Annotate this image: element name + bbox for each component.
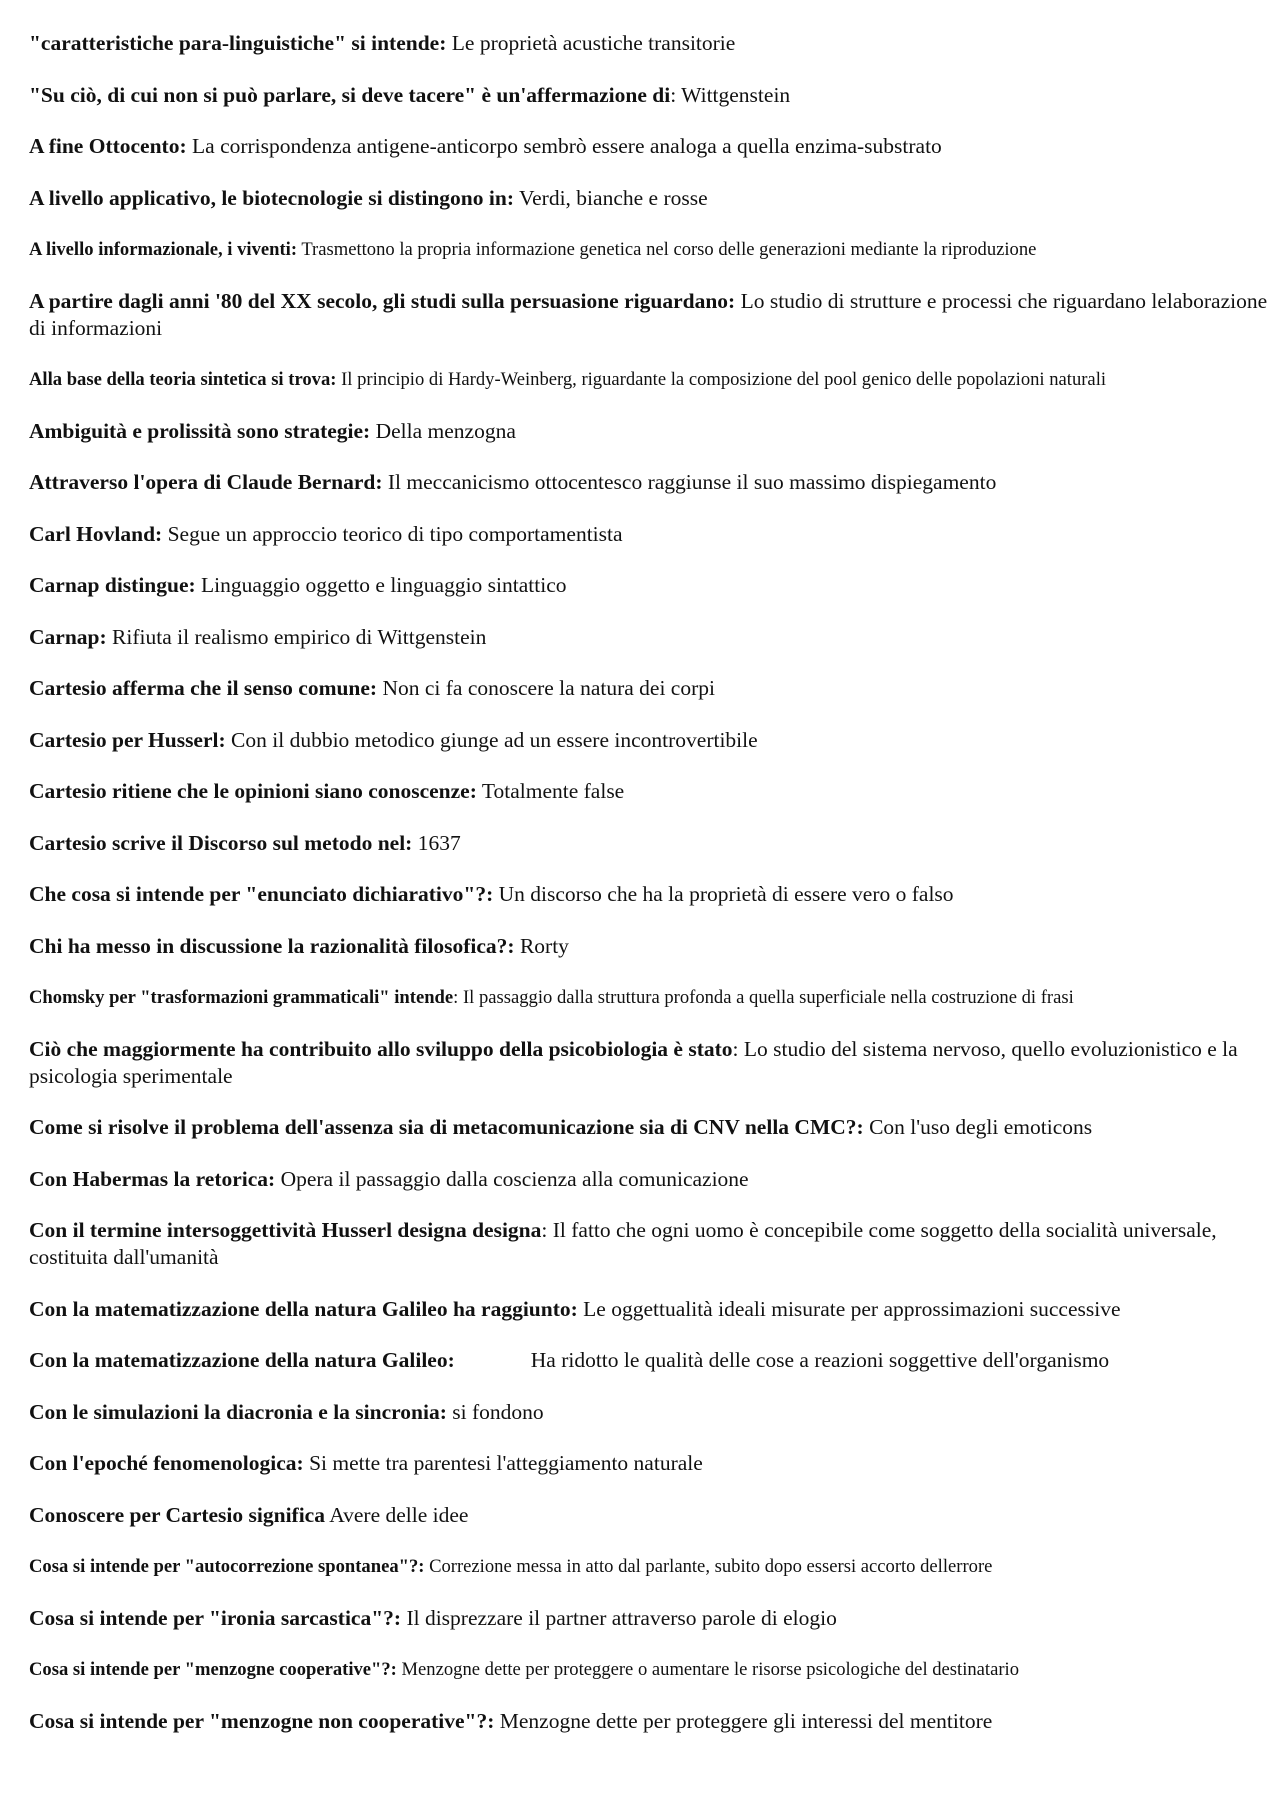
- entry-question: A fine Ottocento:: [29, 134, 187, 158]
- entry-question: Cartesio ritiene che le opinioni siano conoscenze:: [29, 779, 477, 803]
- entry-12: [29, 675, 1269, 702]
- entry-17: [29, 933, 1269, 960]
- entry-question: Con le simulazioni la diacronia e la sincronia:: [29, 1399, 447, 1424]
- entry-16: [29, 881, 1269, 908]
- entry-answer: Le proprietà acustiche transitorie: [451, 31, 736, 55]
- entry-question: Alla base della teoria sintetica si trova:: [29, 369, 337, 390]
- entry-answer: Menzogne dette per proteggere gli interessi del mentitore: [499, 1708, 993, 1733]
- entry-question: Come si risolve il problema dell'assenza sia di metacomunicazione sia di CNV nella CMC?:: [29, 1115, 864, 1139]
- entry-29: [29, 1605, 1269, 1632]
- entry-answer: Rifiuta il realismo empirico di Wittgenstein: [112, 624, 487, 649]
- entry-question: Carnap:: [29, 624, 107, 649]
- entry-3: [29, 185, 1269, 212]
- entry-5: [29, 288, 1269, 342]
- entry-question: Con il termine intersoggettività Husserl designa designa: [29, 1218, 542, 1242]
- entry-answer: Lo studio di strutture e processi che riguardano lelaborazione di informazioni: [29, 288, 1268, 340]
- entry-question: Con l'epoché fenomenologica:: [29, 1451, 304, 1475]
- entry-question: Carnap distingue:: [29, 573, 196, 597]
- entry-question: Cosa si intende per "menzogne non cooperative"?:: [29, 1708, 495, 1733]
- entry-4: [29, 236, 1269, 263]
- entry-15: [29, 830, 1269, 857]
- entry-answer: Menzogne dette per proteggere o aumentare le risorse psicologiche del destinatario: [401, 1659, 1019, 1680]
- entry-25: [29, 1399, 1269, 1426]
- entry-answer: Un discorso che ha la proprietà di essere vero o falso: [498, 882, 954, 906]
- entry-answer: Totalmente false: [481, 779, 625, 803]
- entry-31: [29, 1708, 1269, 1735]
- entry-question: Cosa si intende per "ironia sarcastica"?:: [29, 1605, 402, 1630]
- entry-answer: : Wittgenstein: [670, 82, 791, 107]
- entry-answer: Avere delle idee: [329, 1502, 469, 1527]
- entry-7: [29, 418, 1269, 445]
- entry-23: [29, 1296, 1269, 1323]
- entry-answer: Segue un approccio teorico di tipo comportamentista: [167, 521, 623, 546]
- entry-answer: Non ci fa conoscere la natura dei corpi: [382, 676, 715, 700]
- entry-answer: Le oggettualità ideali misurate per approssimazioni successive: [583, 1296, 1121, 1321]
- entry-answer: 1637: [417, 830, 461, 855]
- entry-answer: Verdi, bianche e rosse: [518, 185, 708, 210]
- entry-24: [29, 1347, 1269, 1374]
- entry-answer: : Lo studio del sistema nervoso, quello evoluzionistico e la psicologia sperimentale: [29, 1036, 1238, 1088]
- entry-answer: Correzione messa in atto dal parlante, subito dopo essersi accorto dellerrore: [429, 1556, 993, 1577]
- entry-11: [29, 624, 1269, 651]
- entry-answer: : Il passaggio dalla struttura profonda a quella superficiale nella costruzione di frasi: [453, 987, 1074, 1008]
- entry-answer: Si mette tra parentesi l'atteggiamento naturale: [309, 1451, 703, 1475]
- entry-question: Ambiguità e prolissità sono strategie:: [29, 418, 371, 443]
- entry-18: [29, 984, 1269, 1011]
- entry-question: Carl Hovland:: [29, 521, 163, 546]
- entry-answer: Rorty: [519, 933, 569, 958]
- entry-question: Chi ha messo in discussione la razionalità filosofica?:: [29, 933, 515, 958]
- entry-21: [29, 1166, 1269, 1193]
- entry-22: [29, 1217, 1269, 1271]
- entry-question: Con Habermas la retorica:: [29, 1166, 276, 1191]
- entry-26: [29, 1450, 1269, 1477]
- entry-14: [29, 778, 1269, 805]
- entry-28: [29, 1553, 1269, 1580]
- entry-answer: Con il dubbio metodico giunge ad un essere incontrovertibile: [231, 727, 758, 752]
- entry-question: Cosa si intende per "menzogne cooperative"?:: [29, 1659, 397, 1680]
- entry-question: Ciò che maggiormente ha contribuito allo sviluppo della psicobiologia è stato: [29, 1036, 733, 1061]
- entry-20: [29, 1114, 1269, 1141]
- entry-13: [29, 727, 1269, 754]
- entry-2: [29, 133, 1269, 160]
- entry-6: [29, 366, 1269, 393]
- entry-answer: Il meccanicismo ottocentesco raggiunse il suo massimo dispiegamento: [387, 470, 997, 494]
- entry-question: Cartesio scrive il Discorso sul metodo nel:: [29, 830, 413, 855]
- entry-question: Con la matematizzazione della natura Galileo:: [29, 1348, 455, 1372]
- entry-question: A partire dagli anni '80 del XX secolo, gli studi sulla persuasione riguardano:: [29, 288, 736, 313]
- entry-question: A livello applicativo, le biotecnologie si distingono in:: [29, 185, 514, 210]
- entry-answer: Della menzogna: [375, 418, 516, 443]
- entry-answer: si fondono: [452, 1399, 544, 1424]
- entry-question: Che cosa si intende per "enunciato dichiarativo"?:: [29, 882, 494, 906]
- entry-1: [29, 82, 1269, 109]
- entry-question: Con la matematizzazione della natura Galileo ha raggiunto:: [29, 1296, 578, 1321]
- entry-answer: Ha ridotto le qualità delle cose a reazioni soggettive dell'organismo: [530, 1348, 1110, 1372]
- entry-answer: Linguaggio oggetto e linguaggio sintattico: [201, 573, 567, 597]
- entry-30: [29, 1656, 1269, 1683]
- entry-answer: Il principio di Hardy-Weinberg, riguardante la composizione del pool genico delle popolazioni naturali: [341, 369, 1107, 390]
- entry-answer: Trasmettono la propria informazione genetica nel corso delle generazioni mediante la riproduzione: [301, 239, 1037, 260]
- entry-answer: La corrispondenza antigene-anticorpo sembrò essere analoga a quella enzima-substrato: [192, 134, 942, 158]
- entry-8: [29, 469, 1269, 496]
- entry-answer: Il disprezzare il partner attraverso parole di elogio: [406, 1605, 837, 1630]
- entry-answer: Opera il passaggio dalla coscienza alla comunicazione: [280, 1166, 749, 1191]
- entry-answer: Con l'uso degli emoticons: [869, 1115, 1093, 1139]
- entry-question: Chomsky per "trasformazioni grammaticali" intende: [29, 987, 454, 1008]
- entry-question: Conoscere per Cartesio significa: [29, 1502, 325, 1527]
- entry-question: "Su ciò, di cui non si può parlare, si deve tacere" è un'affermazione di: [29, 82, 671, 107]
- entry-9: [29, 521, 1269, 548]
- entry-question: "caratteristiche para-linguistiche" si intende:: [29, 31, 447, 55]
- entry-27: [29, 1502, 1269, 1529]
- entry-0: [29, 30, 1269, 57]
- entry-question: Cartesio afferma che il senso comune:: [29, 676, 378, 700]
- entry-19: [29, 1036, 1269, 1090]
- entry-question: Attraverso l'opera di Claude Bernard:: [29, 470, 383, 494]
- entry-question: Cartesio per Husserl:: [29, 727, 226, 752]
- entry-answer: : Il fatto che ogni uomo è concepibile come soggetto della socialità universale, costituita dall'umanità: [29, 1218, 1217, 1269]
- entry-10: [29, 572, 1269, 599]
- entry-question: A livello informazionale, i viventi:: [29, 239, 298, 260]
- entry-question: Cosa si intende per "autocorrezione spontanea"?:: [29, 1556, 425, 1577]
